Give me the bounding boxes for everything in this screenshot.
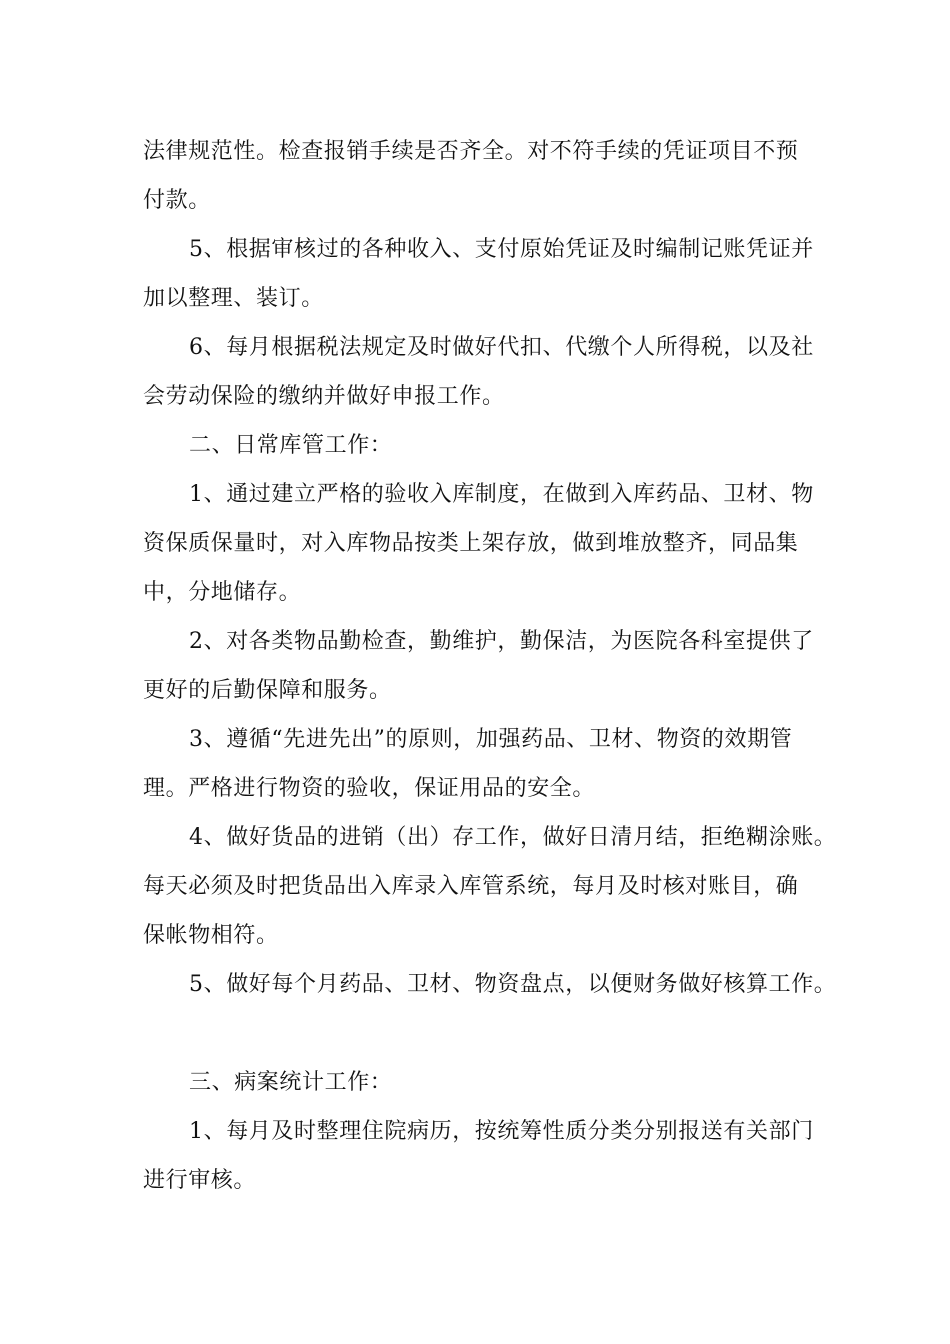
- text-line: 理。严格进行物资的验收，保证用品的安全。: [143, 776, 596, 801]
- list-item-2: 2、对各类物品勤检查，勤维护，勤保洁，为医院各科室提供了: [189, 629, 814, 654]
- text-line: 保帐物相符。: [143, 923, 279, 948]
- blank-line: [143, 1009, 825, 1058]
- text-line: 付款。: [143, 188, 211, 213]
- list-item-6: 6、每月根据税法规定及时做好代扣、代缴个人所得税，以及社: [189, 335, 814, 360]
- section-heading-3: 三、病案统计工作：: [189, 1070, 393, 1095]
- section-heading-2: 二、日常库管工作：: [189, 433, 393, 458]
- list-item-1: 1、每月及时整理住院病历，按统筹性质分类分别报送有关部门: [189, 1119, 814, 1144]
- list-item-5: 5、根据审核过的各种收入、支付原始凭证及时编制记账凭证并: [189, 237, 814, 262]
- list-item-5: 5、做好每个月药品、卫材、物资盘点，以便财务做好核算工作。: [189, 972, 837, 997]
- text-line: 每天必须及时把货品出入库录入库管系统，每月及时核对账目，确: [143, 874, 799, 899]
- list-item-1: 1、通过建立严格的验收入库制度，在做到入库药品、卫材、物: [189, 482, 814, 507]
- text-line: 会劳动保险的缴纳并做好申报工作。: [143, 384, 505, 409]
- document-body: [143, 127, 837, 1205]
- text-line: 资保质保量时，对入库物品按类上架存放，做到堆放整齐，同品集: [143, 531, 799, 556]
- list-item-4: 4、做好货品的进销（出）存工作，做好日清月结，拒绝糊涂账。: [189, 825, 837, 850]
- text-line: 中，分地储存。: [143, 580, 302, 605]
- text-line: 进行审核。: [143, 1168, 257, 1193]
- text-line: 更好的后勤保障和服务。: [143, 678, 392, 703]
- list-item-3: 3、遵循“先进先出”的原则，加强药品、卫材、物资的效期管: [189, 727, 793, 752]
- text-line: 法律规范性。检查报销手续是否齐全。对不符手续的凭证项目不预: [143, 139, 799, 164]
- text-line: 加以整理、装订。: [143, 286, 324, 311]
